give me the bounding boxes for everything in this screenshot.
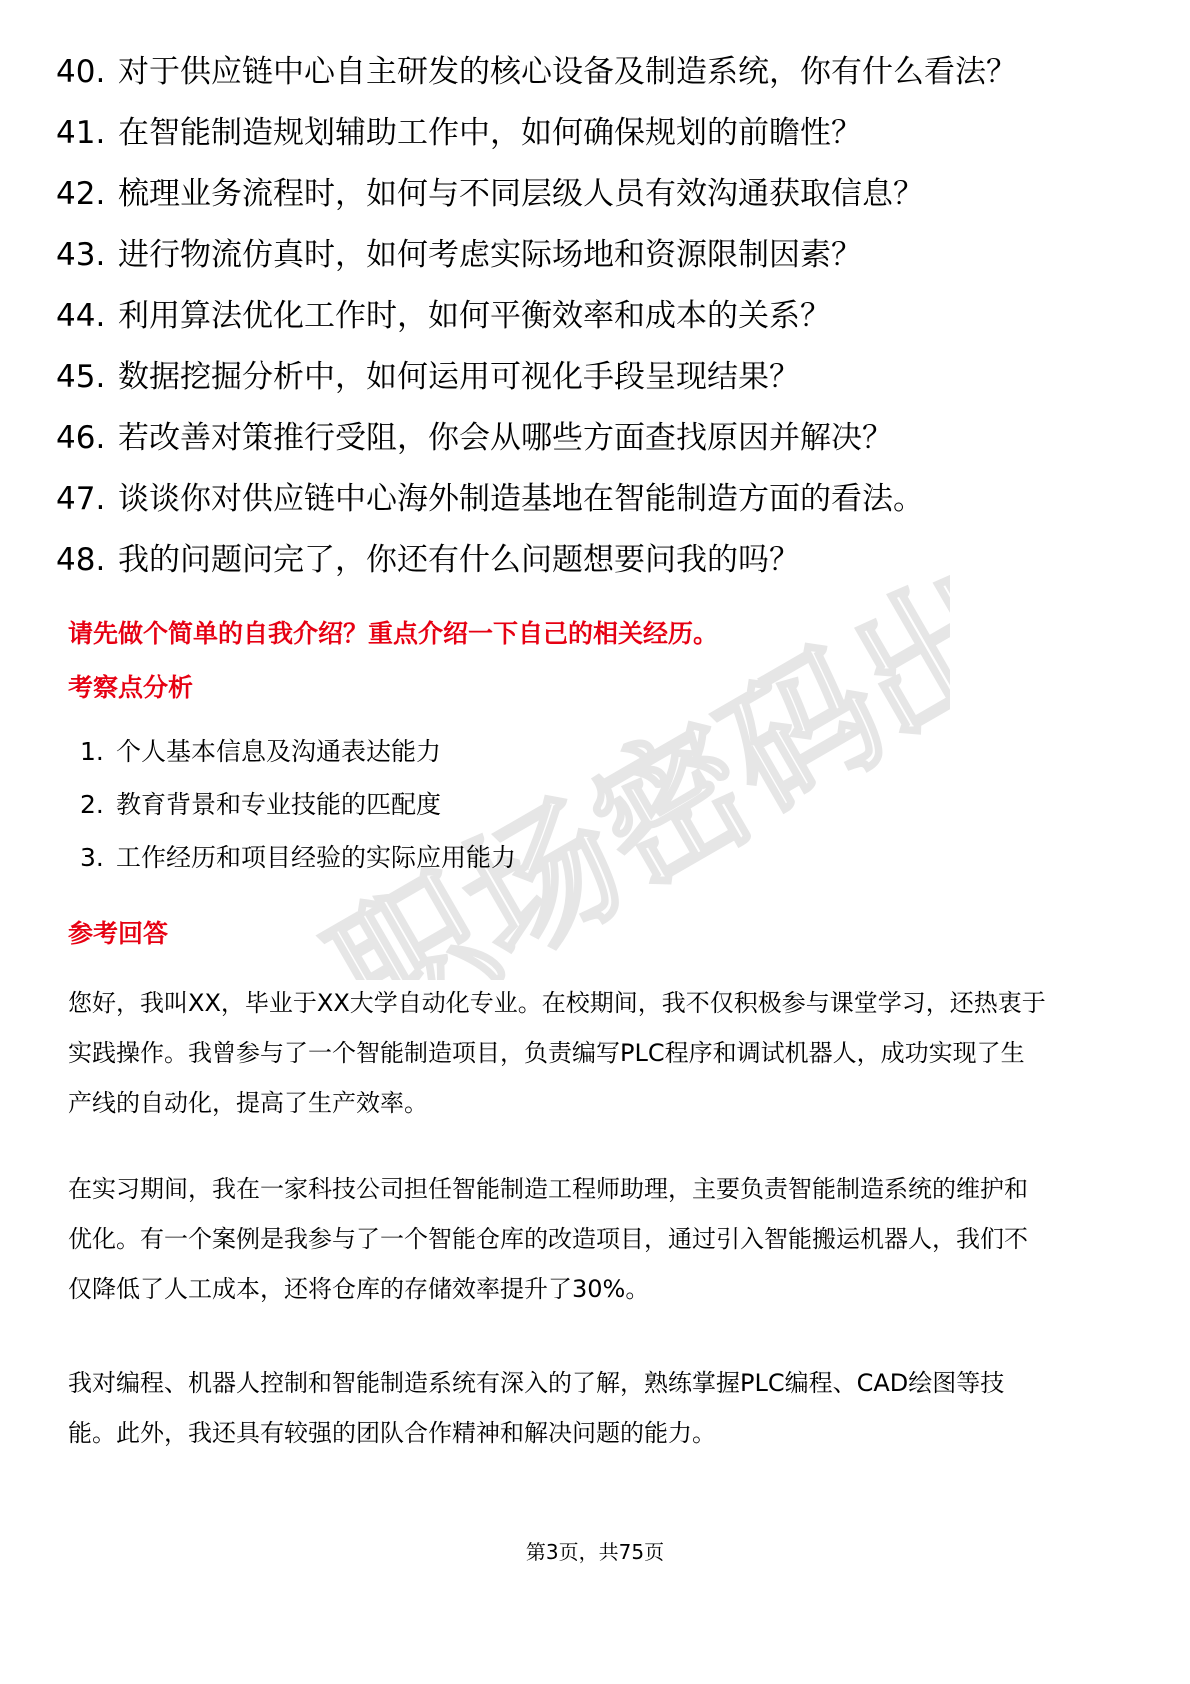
point-text: 个人基本信息及沟通表达能力: [116, 737, 442, 766]
watermark-text: 职场密码出品: [305, 560, 950, 980]
question-text: 对于供应链中心自主研发的核心设备及制造系统，你有什么看法？: [118, 54, 1017, 90]
question-list: [56, 52, 1146, 601]
list-item: [80, 788, 516, 822]
question-text: 若改善对策推行受阻，你会从哪些方面查找原因并解决？: [118, 420, 893, 456]
analysis-point-list: [80, 735, 516, 894]
question-number: 40.: [56, 54, 106, 90]
point-number: 1.: [80, 737, 104, 766]
answer-heading: 参考回答: [68, 919, 169, 948]
list-item: [56, 357, 1146, 397]
list-item: [56, 418, 1146, 458]
list-item: [56, 235, 1146, 275]
list-item: [56, 113, 1146, 153]
list-item: [56, 479, 1146, 519]
question-text: 利用算法优化工作时，如何平衡效率和成本的关系？: [118, 298, 831, 334]
point-number: 3.: [80, 843, 104, 872]
list-item: [56, 52, 1146, 92]
question-text: 进行物流仿真时，如何考虑实际场地和资源限制因素？: [118, 237, 862, 273]
answer-paragraph: 我对编程、机器人控制和智能制造系统有深入的了解，熟练掌握PLC编程、CAD绘图等技能。此外，我还具有较强的团队合作精神和解决问题的能力。: [68, 1369, 1005, 1447]
question-heading: 请先做个简单的自我介绍？重点介绍一下自己的相关经历。: [68, 619, 719, 648]
list-item: [80, 735, 516, 769]
list-item: [56, 296, 1146, 336]
question-text: 谈谈你对供应链中心海外制造基地在智能制造方面的看法。: [118, 481, 924, 517]
answer-paragraph: 您好，我叫XX，毕业于XX大学自动化专业。在校期间，我不仅积极参与课堂学习，还热衷于实践操作。我曾参与了一个智能制造项目，负责编写PLC程序和调试机器人，成功实现了生产线的自动化，提高了生产效率。: [68, 989, 1046, 1117]
question-number: 41.: [56, 115, 106, 151]
question-number: 44.: [56, 298, 106, 334]
page-footer: 第3页，共75页: [525, 1540, 665, 1564]
point-number: 2.: [80, 790, 104, 819]
question-number: 47.: [56, 481, 106, 517]
question-text: 数据挖掘分析中，如何运用可视化手段呈现结果？: [118, 359, 800, 395]
point-text: 工作经历和项目经验的实际应用能力: [116, 843, 517, 872]
question-text: 梳理业务流程时，如何与不同层级人员有效沟通获取信息？: [118, 176, 924, 212]
question-text: 我的问题问完了，你还有什么问题想要问我的吗？: [118, 542, 800, 578]
question-number: 42.: [56, 176, 106, 212]
question-number: 43.: [56, 237, 106, 273]
question-text: 在智能制造规划辅助工作中，如何确保规划的前瞻性？: [118, 115, 862, 151]
analysis-heading: 考察点分析: [68, 673, 194, 702]
list-item: [56, 540, 1146, 580]
list-item: [56, 174, 1146, 214]
point-text: 教育背景和专业技能的匹配度: [116, 790, 442, 819]
answer-paragraph: 在实习期间，我在一家科技公司担任智能制造工程师助理，主要负责智能制造系统的维护和优化。有一个案例是我参与了一个智能仓库的改造项目，通过引入智能搬运机器人，我们不仅降低了人工成本，还将仓库的存储效率提升了30%。: [68, 1175, 1028, 1303]
list-item: [80, 841, 516, 875]
question-number: 46.: [56, 420, 106, 456]
question-number: 45.: [56, 359, 106, 395]
question-number: 48.: [56, 542, 106, 578]
